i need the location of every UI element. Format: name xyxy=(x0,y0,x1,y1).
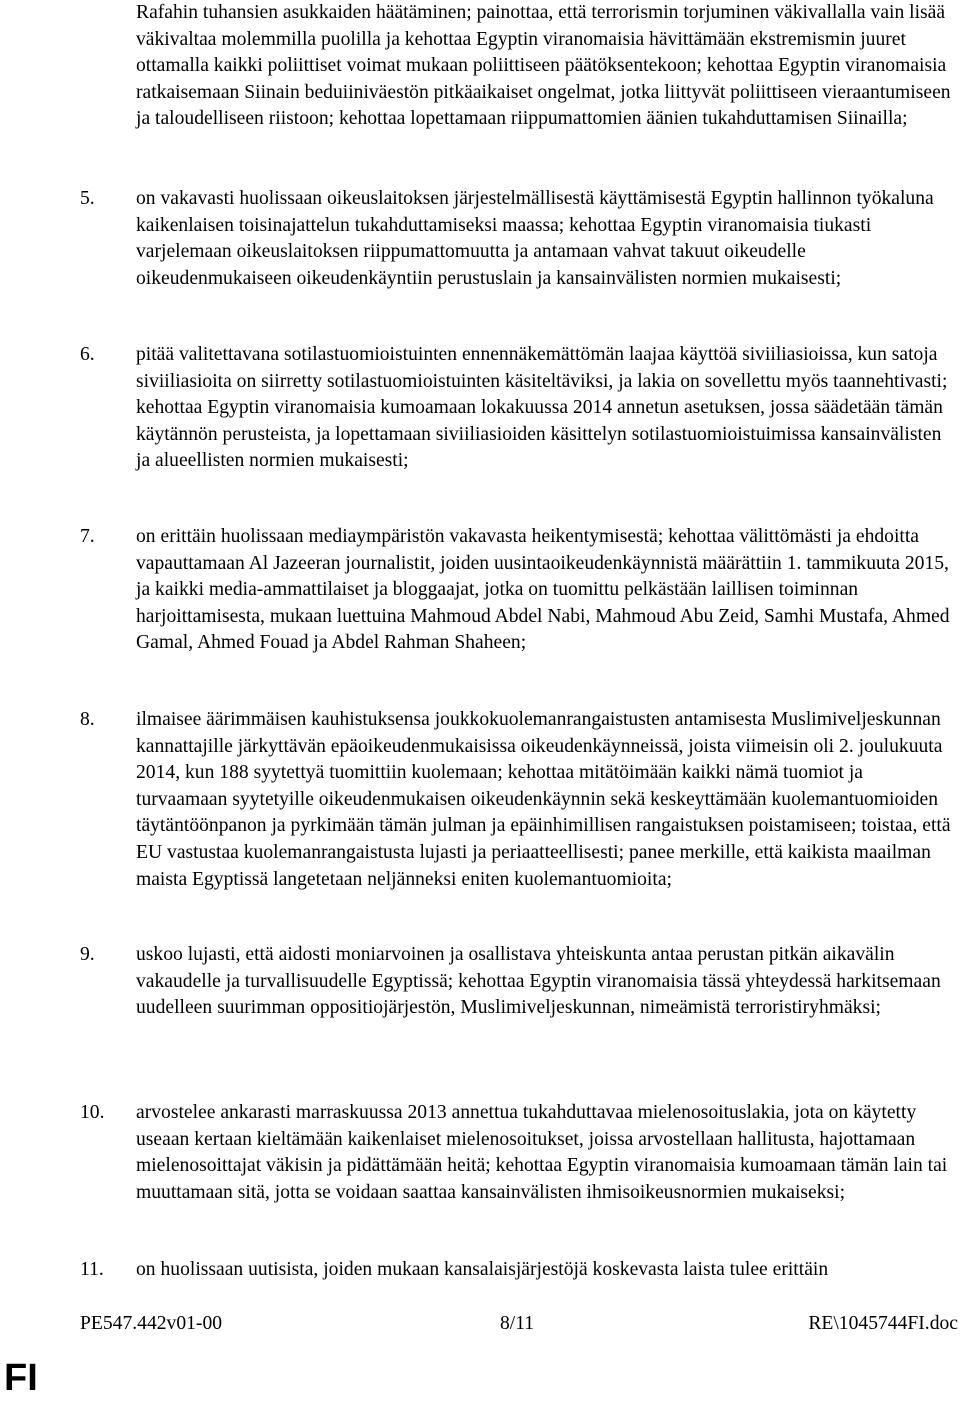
item-number: 10. xyxy=(80,1102,105,1123)
item-number: 5. xyxy=(80,188,95,209)
language-code: FI xyxy=(4,1357,38,1399)
item-text: on vakavasti huolissaan oikeuslaitoksen järjestelmällisestä käyttämisestä Egyptin hallinnon työkaluna kaikenlaisen toisinajattelun tukahduttamiseksi maassa; kehottaa Egyptin viranomaisia tiukasti varjelemaan oikeuslaitoksen riippumattomuutta ja antamaan vahvat takuut oikeudelle oikeudenmukaiseen oikeudenkäyntiin perustuslain ja kansainvälisten normien mukaisesti; xyxy=(136,188,934,289)
item-text: on erittäin huolissaan mediaympäristön vakavasta heikentymisestä; kehottaa välittömästi ja ehdoitta vapauttamaan Al Jazeeran journalistit, joiden uusintaoikeudenkäynnistä määrättiin 1. tammikuuta 2015, ja kaikki media-ammattilaiset ja bloggaajat, jotka on tuomittu pelkästään laillisen toiminnan harjoittamisesta, mukaan luettuina Mahmoud Abdel Nabi, Mahmoud Abu Zeid, Samhi Mustafa, Ahmed Gamal, Ahmed Fouad ja Abdel Rahman Shaheen; xyxy=(136,526,950,654)
item-number: 6. xyxy=(80,344,95,365)
item-text: pitää valitettavana sotilastuomioistuinten ennennäkemättömän laajaa käyttöä siviiliasioissa, kun satoja siviiliasioita on siirretty sotilastuomioistuinten käsiteltäviksi, ja lakia on sovellettu myös taannehtivasti; kehottaa Egyptin viranomaisia kumoamaan lokakuussa 2014 annetun asetuksen, jossa säädetään tämän käytännön perusteista, ja lopettamaan siviiliasioiden käsittelyn sotilastuomioistuimissa kansainvälisten ja alueellisten normien mukaisesti; xyxy=(136,344,948,472)
item-number: 7. xyxy=(80,526,95,547)
continuation-paragraph: Rafahin tuhansien asukkaiden häätäminen; painottaa, että terrorismin torjuminen väkivallalla vain lisää väkivaltaa molemmilla puolilla ja kehottaa Egyptin viranomaisia hävittämään ekstremismin juuret ottamalla kaikki poliittiset voimat mukaan poliittiseen päätöksentekoon; kehottaa Egyptin viranomaisia ratkaisemaan Siinain beduiiniväestön pitkäaikaiset ongelmat, jotka liittyvät poliittiseen vieraantumiseen ja taloudelliseen riistoon; kehottaa lopettamaan riippumattomien äänien tukahduttamisen Siinailla; xyxy=(136,2,951,130)
item-text: uskoo lujasti, että aidosti moniarvoinen ja osallistava yhteiskunta antaa perustan pitkän aikavälin vakaudelle ja turvallisuudelle Egyptissä; kehottaa Egyptin viranomaisia tässä yhteydessä harkitsemaan uudelleen suurimman oppositiojärjestön, Muslimiveljeskunnan, nimeämistä terroristiryhmäksi; xyxy=(136,944,941,1019)
footer-page-number: 8/11 xyxy=(500,1313,535,1334)
footer-file-ref: RE\1045744FI.doc xyxy=(808,1313,958,1334)
item-text: arvostelee ankarasti marraskuussa 2013 annettua tukahduttavaa mielenosoituslakia, jota on käytetty useaan kertaan kieltämään kaikenlaiset mielenosoitukset, joissa arvostellaan hallitusta, hajottamaan mielenosoittajat väkisin ja pidättämään heitä; kehottaa Egyptin viranomaisia kumoamaan tämän lain tai muuttamaan sitä, jotta se voidaan saattaa kansainvälisten ihmisoikeusnormien mukaiseksi; xyxy=(136,1102,948,1203)
page-footer xyxy=(80,1310,958,1338)
item-number: 8. xyxy=(80,709,95,730)
footer-doc-ref: PE547.442v01-00 xyxy=(80,1313,223,1334)
item-text: ilmaisee äärimmäisen kauhistuksensa joukkokuolemanrangaistusten antamisesta Muslimiveljeskunnan kannattajille järkyttävän epäoikeudenmukaisissa oikeudenkäynneissä, joista viimeisin oli 2. joulukuuta 2014, kun 188 syytettyä tuomittiin kuolemaan; kehottaa mitätöimään kaikki nämä tuomiot ja turvaamaan syytetyille oikeudenmukaisen oikeudenkäynnin sekä keskeyttämään kuolemantuomioiden täytäntöönpanon ja pyrkimään tämän julman ja epäinhimillisen rangaistuksen poistamiseen; toistaa, että EU vastustaa kuolemanrangaistusta lujasti ja periaatteellisesti; panee merkille, että kaikista maailman maista Egyptissä langetetaan neljänneksi eniten kuolemantuomioita; xyxy=(136,709,951,890)
item-text: on huolissaan uutisista, joiden mukaan kansalaisjärjestöjä koskevasta laista tulee erittäin xyxy=(136,1259,829,1280)
item-number: 9. xyxy=(80,944,95,965)
item-number: 11. xyxy=(80,1259,104,1280)
